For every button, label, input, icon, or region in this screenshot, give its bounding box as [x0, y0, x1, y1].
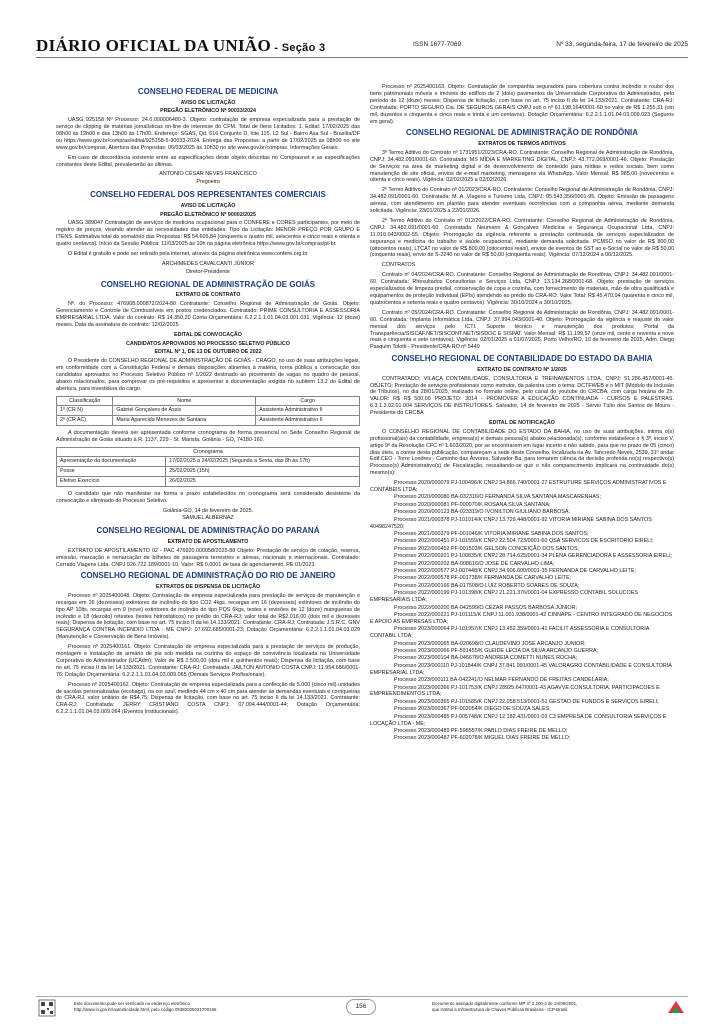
list-item: Processo 2021/000379 PF-001046/K VITORIA MIRIANE SABINA DOS SANTOS;: [394, 531, 589, 538]
notice-text: EXTRATO DE APOSTILAMENTO 02 - PAC 476920.000058/2025-88 Objeto: Prestação de serviço de cotação, reserva, emissão, marcação e remarcação de bilhetes de passagens terrestres e aéreas, nacionais e internacionais. Contratado: Cerrado Viagens Ltda. CNPJ 026.722.189/0001-10. Valor: R$ 0,0001 de taxa de agenciamento. PE 01/2023.: [56, 547, 360, 568]
signatory-name: SAMUEL ALBERNAZ: [182, 515, 234, 522]
notice-text: Em caso de discordância existente entre as especificações deste objeto descritas no Comprasnet e as especificações constantes deste Edital, prevalecerão às últimas.: [56, 154, 360, 168]
list-item: Processo 2022/000451 PJ-101559/K CNPJ 22.504.723/0001-60 QSA SERVICOS DE ESCRITORIO EIRELI;: [394, 538, 654, 545]
org-title: CONSELHO FEDERAL DE MEDICINA: [137, 87, 279, 96]
notice-text: 3º Termo Aditivo do Contrato nº 1731951/2023/CRA-RO. Contratante: Conselho Regional de Administração de Rondônia, CNPJ: 34.482.091/0001-60. Contratada: MS MÍDIA E MARKETING DIGITAL, CNPJ: 43.772.069/0001-46. Objeto: Prestação de Serviços na área de marketing digital e de desenvolvimento de conteúdo para mídias e redes sociais, bem como manutenção de site oficial, envios de e-mail marketing, mensagens via WhatsApp. Valor Mensal: R$ 985,00 (novecentos e oitenta e cinco reais). Vigência: 02/02/2025 a 02/02/2026.: [370, 149, 674, 184]
verification-link[interactable]: http://www.in.gov.br/autenticidade.html, pelo código 05382025021700156: [74, 1006, 217, 1012]
notice-text: CONTRATADO: VILAÇA CONTABILIDADE, CONSULTORIA E TREINAMENTOS LTDA, CNPJ: 51.286.457/0001-45. OBJETO: Prestação de serviços profissionais como instrutor, da palestra com o tema: DCTFWEB e o MIT (Módulo de Inclusão de Tributos), no dia 28/01/2025, realizado no formato online, pelo canal do youtube do CRCBA, com carga horária de 2h. VALOR: R$ R$ 500,00 PROJETO: 3014 - PROMOVER A EDUCAÇÃO CONTINUADA - CURSOS E PALESTRAS. 6.3.1.3.02.01.004 SERVIÇOS DE INSTRUTORES. Salvador, 14 de fevereiro de 2025 - Sérvio Túlio dos Santos de Moura - Presidente do CRCBA: [370, 375, 674, 417]
page-footer: [36, 996, 688, 1020]
list-item: Processo 2022/000202 BA-008616/O JOSE DE CARVALHO LIMA;: [394, 560, 555, 567]
table-row: [57, 476, 360, 486]
table-cell: Assistente Administrativo II: [256, 406, 360, 416]
table-row: [57, 406, 360, 416]
signature-date: Goiânia-GO, 14 de fevereiro de 2025.: [162, 507, 254, 514]
list-item: Processo 2020/000081 PF-000070/K ROSANA SILVA SANTANA;: [394, 501, 551, 508]
list-item: Processo 2023/000066 PF-591455/K GLEIDE LECIA DA SILVA ARCANJO GUERRA;: [394, 648, 599, 655]
list-item: Processo 2023/000365 PJ-101585/K CNPJ 22.058.513/0001-51 GESTAO DE FUNDOS E SERVIÇOS EIRELI;: [394, 698, 659, 705]
notice-subtitle: EXTRATO DE CONTRATO Nº 1/2025: [477, 366, 567, 373]
notice-subtitle: EXTRATO DE CONTRATO: [175, 292, 241, 299]
notice-subtitle: EDITAL DE CONVOCAÇÃO: [174, 331, 242, 338]
qr-seal-icon: [38, 999, 68, 1017]
notice-heading: CONTRATOS: [382, 262, 416, 269]
list-item: Processo 2022/000200 BA-042599/O CÉZAR PASSOS BARBOSA JÚNIOR;: [394, 604, 577, 611]
list-item: Processo 2020/000123 BA-023319/O IVONILTON GIULIANO BARBOSA;: [394, 509, 570, 516]
notice-text: Processo nº 2025400162. Objeto: Contratação de empresa especializada para a confecção de 5.000 (cinco mil) unidades de sacolas personalizadas (ecobags), na cor azul, medindo 44 cm x 40 cm para atender às demandas eventuais e corriqueiras do CRA-RJ, valor unitário de R$4,75; Dispensa de licitação, com base no art. 75 inciso II da lei 14.133/2021. Contratante: CRA-RJ; Contratada: JERRY CRISTIANO COSTA CNPJ: 07.004.444/0001-44; Dotação Orçamentária: 6.2.2.1.1.01.04.03.009.064 (Eventos Institucionais).: [56, 681, 360, 716]
notice-subtitle: AVISO DE LICITAÇÃO: [180, 99, 236, 106]
notice-subtitle: EDITAL DE NOTIFICAÇÃO: [489, 420, 555, 427]
schedule-table: [56, 456, 360, 486]
signature-line: que institui a Infraestrutura de Chaves Públicas Brasileira - ICP-Brasil.: [432, 1006, 569, 1012]
page-header: [36, 36, 688, 58]
notice-text: Processo nº 2025400161. Objeto: Contratação de empresa especializada para a prestação de serviços de produção, montagem e instalação de armário de pia sob medida na cozinha do espaço de convivência localizada na Universidade Corporativa do Administrador (UCAdm); Valor de R$ 2.500,00 (dois mil e quinhentos reais); Dispensa de licitação, com base no art. 75 inciso II da lei 14.133/2021. Contratante: CRA-RJ; Contratada: JAILTON ANTONIO COSTA CNPJ: 11.954.686/0001-76; Dotação Orçamentária: 6.2.2.1.1.01.04.03.009.065 (Demais Serviços Profissionais).: [56, 644, 360, 678]
list-item: Processo 2023/000485 PJ-005748/K CNPJ 12.182.431/0001-03 C3 EMPRESA DE CONSULTORIA SERVIÇOS E LOCAÇÃO LTDA - ME;: [370, 713, 667, 727]
list-item: Processo 2020/000080 BA-032316/O FERNANDA SILVA SANTANA MASCARENHAS;: [394, 494, 602, 501]
list-item: Processo 2022/000199 PJ-101398/K CNPJ 21.221.376/0001-04 EXPRESSO CONTABIL SOLUCOES EMPRESARIAIS LTDA;: [370, 590, 638, 604]
column-header: Classificação: [57, 396, 113, 406]
left-column: [56, 84, 360, 719]
org-title: CONSELHO REGIONAL DE ADMINISTRAÇÃO DE GOIÁS: [100, 279, 316, 289]
table-cell: Efetivo Exercício: [57, 476, 166, 486]
notice-text: O candidato que não manifestar na forma e prazo estabelecidos no cronograma será considerado desistente da convocação e eliminado do Processo Seletivo.: [56, 490, 360, 504]
table-row: [57, 457, 360, 467]
table-cell: Posse: [57, 467, 166, 477]
table-cell: Gabriel Gonçalves de Assis: [113, 406, 256, 416]
list-item: Processo 2023/000111 BA-042241/O NELMAR FERNANDO DE FREITAS CANDELARIA;: [394, 677, 609, 684]
notice-subtitle: EDITAL Nº 1, DE 13 DE OUTUBRO DE 2022: [154, 349, 262, 356]
notice-text: 2º Termo Aditivo do Contrato nº 01/2023/CRA-RO. Contratante: Conselho Regional de Administração de Rondônia, CNPJ: 34.482.091/0001-60. Contratada: M. A. Viagens e Turismo Ltda, CNPJ: 05.543.356/0001-95. Objeto: Emissão de passagens aéreas, com atendimento em plantão para atender eventuais ocorrências com a companhia aérea, mediante demanda solicitada. Vigência: 23/01/2025 a 22/01/2026.: [370, 187, 674, 215]
org-title: CONSELHO FEDERAL DOS REPRESENTANTES COMERCIAIS: [90, 190, 326, 200]
notice-text: 2º Termo Aditivo do Contrato nº 012/2022/CRA-RO. Contratante: Conselho Regional de Administração de Rondônia, CNPJ: 34.482.091/0001-60. Contratada: Neumann & Gonçalves Medicina e Segurança Ocupacional Ltda, CNPJ: 11.010.043/0002-55. Objeto: Prorrogação da vigência referente a prestação continuada de serviços especializados de segurança e medicina do trabalho e saúde ocupacional, mediante demanda solicitada. PCMSO no valor de R$ 800,00 (oitocentos reais), LTCAT no valor de R$ 800,00 (oitocentos reais), envios de eventos de SST ao e-Social no valor de R$ 50,00 (cinquenta reais), envio de S-2240 no valor de R$ 50,00 (cinquenta reais). Vigência: 07/12/2024 a 06/12/2025.: [370, 217, 674, 259]
notice-subtitle: EXTRATOS DE DISPENSA DE LICITAÇÃO: [155, 584, 261, 591]
notice-text: Processo nº 2025400048. Objeto: Contratação de empresa especializada para prestação de serviços de manutenção e recargas em 16 (dezesseis) extintores de incêndio do tipo CO2 4kgs, recargas em 16 (dezesseis) extintores de incêndio do tipo AP 10lts, recargas em 9 (nove) extintores de incêndio do tipo PQS 6kgs, testes e revisões de 12 (doze) mangueiras de incêndio e 18 (dezoito) retestes (testes hidrostáticos) no prédio do CRA-RJ; valor total de R$2.016,00 (dois mil e dezesseis reais); Dispensa de licitação, com base no art. 75 inciso II da lei 14.133/2021. Contratante: CRA-RJ; Contratada: J.S.R.C. GNV SEGURANÇA CONTRA INCENDIO LTDA - ME CNPJ: 07.692.685/0001-23; Dotação Orçamentária: 6.2.2.1.1.01.04.03.029 (Manutenção e Conservação de Bens Imóveis).: [56, 592, 360, 641]
notice-text: UASG 925158 Nº Processo: 24.0.000006480-3. Objeto: contratação de empresa especializada para a prestação de serviço de clipping de matérias jornalísticas on-line de interesse do CFM. Total de Itens Licitados: 1. Edital: 17/02/2025 das 08h00 às 12h00 e das 13h00 às 17h00. Endereço: SGAS, Qd. 616 Conjunto D, lote 115, L2 Sul - Bairro Asa Sul - Brasília/DF ou https://www.gov.br/compras/edital/925158-5-90033-2024. Entrega das Propostas: a partir de 17/02/2025 às 08h00 no site www.gov.br/compras. Abertura das Propostas: 06/03/2025 às 10h30 no site www.gov.br/compras. Informações Gerais:: [56, 117, 360, 151]
notice-subtitle: PREGÃO ELETRÔNICO Nº 90033/2024: [160, 108, 256, 115]
table-row: [57, 416, 360, 426]
list-item: Processo 2022/000452 PF-001503/K GELSON CONCEIÇÃO DOS SANTOS;: [394, 545, 580, 552]
list-item: Processo 2023/000489 PF-598557/K PABLO DIAS FREIRE DE MELLO;: [394, 727, 568, 734]
list-item: Processo 2023/000064 PJ-101957/K CNPJ 13.452.359/0001-41 FACILIT ASSESSORIA E CONSULTORIA CONTABIL LTDA;: [370, 626, 649, 640]
notice-subtitle: CANDIDATOS APROVADOS NO PROCESSO SELETIVO PÚBLICO: [126, 340, 290, 347]
table-row: [57, 467, 360, 477]
list-item: Processo 2022/000578 PF-001738/K FERNANDA DE CARVALHO LEITE;: [394, 575, 572, 582]
list-item: Processo 2022/000577 PJ-007448/K CNPJ 34.906.600/0001-35 FERNANDA DE CARVALHO LEITE;: [394, 568, 636, 575]
page-number: 156: [346, 999, 376, 1015]
list-item: Processo 2023/000104 BA-046678/O ANDREIA COMETTI NUNES ROCHA;: [394, 655, 578, 662]
notice-subtitle: AVISO DE LICITAÇÃO: [180, 202, 236, 209]
table-cell: 26/02/2025: [166, 476, 360, 486]
table-cell: 1º (CR N): [57, 406, 113, 416]
signatory-role: Pregoeiro: [196, 179, 220, 186]
edition-date: Nº 33, segunda-feira, 17 de fevereiro de 2025: [556, 41, 688, 48]
org-title: CONSELHO REGIONAL DE CONTABILIDADE DO ESTADO DA BAHIA: [391, 354, 653, 364]
notice-text: Contrato nº 05/2024/CRA-RO. Contratante: Conselho Regional de Administração de Rondônia, CNPJ: 34.482.091/0001-60. Contratada: Implanta Informática Ltda, CNPJ: 37.994.043/0001-40. Objeto: Prorrogação da vigência e reajuste do valor mensal dos serviços pelo ICTI. Suporte técnico e manutenção dos produtos: Portal da Transparência/SISCAF.NET/SISCONT.NET/SISDOC E SISPAT. Valor Mensal: R$ 11.199,57 (onze mil, cento e noventa e nove reais e cinquenta e sete centavos). Vigência: 02/01/2025 a 01/07/2025. Porto Velho/RO, 10 de fevereiro de 2025. Adm. Diego Pasquim Tolotti - Presidente/CRA-RO nº 5449: [370, 309, 674, 351]
list-item: Processo 2022/000201 PJ-100835/K CNPJ 28.714.625/0001-34 PLENA GERENCIADORA E ASSESSORIA EIRELI;: [394, 553, 673, 560]
notice-subtitle: EXTRATOS DE TERMOS ADITIVOS: [478, 141, 566, 148]
table-cell: 2º (CR AC): [57, 416, 113, 426]
verification-note: [74, 1001, 284, 1013]
column-header: Cargo: [256, 396, 360, 406]
notice-text: UASG 389047 Contratação de serviços de medicina ocupacional para o CONFERE e CORES participantes, por meio de registro de preços, visando atender às necessidades das entidades. Tipo da Licitação: MENOR PREÇO POR GRUPO E ITENS. Estimativa total do somatório das Propostas: R$ 54.605,84 (cinquenta e quatro mil, seiscentos e cinco reais e oitenta e quatro centavos). Início da Sessão Pública: 11/03/2025 às 10h na página eletrônica https://www.gov.br/compras/pt-br.: [56, 220, 360, 248]
notice-subtitle: PREGÃO ELETRÔNICO Nº 90002/2025: [160, 211, 256, 218]
table-cell: Apresentação da documentação: [57, 457, 166, 467]
list-item: Processo 2020/000079 PJ-100496/K CNPJ 34.866.740/0001-27 ESTRUTURE SERVIÇOS ADMINISTRATIVOS E CONTÁBEIS LTDA;: [370, 480, 667, 494]
process-list: [370, 480, 674, 742]
notice-text: Processo nº 2025400163. Objeto: Contratação de companhia seguradora para cobertura contra incêndio e roubo dos bens patrimoniais móveis e imóveis do edifício de 2 (dois) pavimentos da Universidade Corporativa do Administrador, pelo período de 12 (doze) meses; Dispensa de licitação, com base no art. 75 inciso II da lei 14.133/2021. Contratante: CRA-RJ; Contratada: PORTO SEGURO Cia. DE SEGUROS GERAIS CNPJ sob o nº 61.198.164/0001-60 no valor de R$ 1.255,31 (um mil, duzentos e cinquenta e cinco reais e trinta e um centavos). Dotação Orçamentária: 6.2.2.1.1.01.04.03.009.023 (Seguros em geral).: [370, 84, 674, 125]
candidates-table: [56, 396, 360, 426]
issn: ISSN 1677-7069: [413, 41, 462, 48]
table-cell: 25/02/2025 (15h): [166, 467, 360, 477]
list-item: Processo 2023/000110 PJ-101844/K CNPJ 37.841.991/0001-45 VALORAGRO CONTABILIDADE E CONSULTORIA EMPRESARIAL LTDA;: [370, 662, 672, 676]
list-item: Processo 2023/000367 PF-002054/K DIEGO DE SOUZA SALES;: [394, 706, 551, 713]
section-label: - Seção 3: [271, 42, 326, 54]
signatory-name: ANTONIO CÉSAR NEVES FRANCISCO: [159, 171, 257, 178]
list-item: Processo 2022/000221 PJ-101115/K CNPJ 11.001.938/0001-42 CINNAPE - CENTRO INTEGRADO DE NEGOCIOS E APOIO AS EMPRESAS LTDA;: [370, 611, 673, 625]
schedule-caption: Cronograma: [56, 447, 360, 457]
icp-brasil-logo-icon: [664, 999, 688, 1017]
notice-text: O Edital é gratuito e pode ser retirado pela internet, através da página eletrônica www.confere.org.br: [68, 251, 308, 258]
column-header: Nome: [113, 396, 256, 406]
list-item: Processo 2023/000366 PJ-101753/K CNPJ 28925.647/0001-43 AGAVVE CONSULTORIA, PARTICIPACOES E EMPREENDIMENTOS LTDA;: [370, 684, 660, 698]
org-title: CONSELHO REGIONAL DE ADMINISTRAÇÃO DE RONDÔNIA: [405, 128, 638, 138]
table-cell: Assistente Administrativo II: [256, 416, 360, 426]
list-item: Processo 2021/000378 PJ-101014/K CNPJ 13.729.448/0001-92 VITORIA MIRIANE SABINA DOS SANTOS 40498247520;: [370, 516, 652, 530]
notice-text: A documentação deverá ser apresentada conforme cronograma de forma presencial no Sede Conselho Regional de Administração de Goiás situado à R. 1137, 229 - St. Marista, Goiânia - GO, 74180-160.: [56, 429, 360, 443]
list-item: Processo 2022/000166 BA-017508/O LUIZ ROBERTO SOARES DE SOUZA;: [394, 582, 580, 589]
journal-title: DIÁRIO OFICIAL DA UNIÃO: [36, 36, 272, 55]
notice-text: Nº. do Processo: 476908.000872/2024-80 Contratante: Conselho Regional de Administração de Goiás. Objeto: Gerenciamento e Controle de Combustíveis em postos credenciados. Contratado: PRIME CONSULTORIA E ASSESSORIA EMPRESARIAL LTDA. Valor do contrato: R$ 14.350,20 Conta Orçamentária: 6.2.2.1.1.01.04.03.001.031. Vigência: 12 (doze) meses. Data da assinatura do contrato: 12/02/2025: [56, 301, 360, 328]
org-title: CONSELHO REGIONAL DE ADMINISTRAÇÃO DO PARANÁ: [96, 526, 320, 536]
notice-text: O Presidente do CONSELHO REGIONAL DE ADMINISTRAÇÃO DE GOIÁS - CRAGO, no uso de suas atribuições legais, em conformidade com a Constituição Federal e demais disposições atinentes à matéria, torna pública a convocação dos candidatos aprovados no Processo Seletivo Público nº 1/2022 destinado ao provimento de vagas no quadro de pessoal, abaixo relacionados, para comprovar os pré-requisitos e apresentar a documentação exigida no subitem 13.2 do Edital de abertura, para investidura do cargo.: [56, 358, 360, 392]
list-item: Processo 2023/000487 PF-602078/K MIGUEL DIAS FREIRE DE MELLO;: [394, 735, 571, 742]
table-cell: 17/02/2025 a 24/02/2025 (Segunda a Sexta, das 8h às 17h): [166, 457, 360, 467]
verification-line: Este documento pode ser verificado no endereço eletrônico: [74, 1001, 190, 1006]
notice-subtitle: EXTRATO DE APOSTILAMENTO: [167, 538, 249, 545]
signatory-name: ARCHIMEDES CAVALCANTI JÚNIOR: [161, 260, 255, 267]
signature-note: [432, 1001, 652, 1013]
table-cell: Maria Aparecida Menezes de Santana: [113, 416, 256, 426]
list-item: Processo 2023/000065 BA-020698/O CLAUDEVINO JOSE ARCANJO JUNIOR;: [394, 640, 586, 647]
table-header-row: [57, 396, 360, 406]
notice-text: O CONSELHO REGIONAL DE CONTABILIDADE DO ESTADO DA BAHIA, no uso de suas atribuições, intima o(s) profissional(ais) da contabilidade, empresa(s) e demais pessoa(s) abaixo relacionada(s), conforme estabelece o § 3º, inciso V, artigo 9º da Resolução CFC nº 1.603/2020, por se encontrarem em lugar incerto e não sabido, para que no prazo de 05 (cinco) dias úteis, a contar desta publicação, compareçam a sede deste Conselho, localizada na Av. Tancredo Neves, 2539, 31º andar Edif.CEO - Torre Londres - Caminho das Árvores, Salvador-Ba, para tomarem ciência da decisão proferida no(s) respectivo(s) Processo(s) Administrativo(s) de Fiscalização, ressaltando-se que o não comparecimento implicará na continuidade do(s) mesmo(s):: [370, 428, 674, 477]
org-title: CONSELHO REGIONAL DE ADMINISTRAÇÃO DO RIO DE JANEIRO: [80, 571, 336, 581]
notice-text: Contrato nº 04/2024/CRA-RO. Contratante: Conselho Regional de Administração de Rondônia, CNPJ: 34.482.091/0001-60. Contratada: Rhesultados Consultorias e Serviços Ltda, CNPJ: 13.134.268/0001-68. Objeto: prestação de serviços especializados de limpeza predial, conservação de copa e cozinha, com fornecimento de materiais, mão de obra qualificada e equipamentos de proteção individual (EPIs) atendendo ao prédio do CRA-RO. Valor Total: R$ 45.470,04 (quarenta e cinco mil, quatrocentos e setenta reais e quatro centavos). Vigência: 30/10/2024 a 30/10/2025.: [370, 272, 674, 306]
right-column: [370, 84, 674, 743]
signatory-role: Diretor-Presidente: [186, 268, 230, 275]
masthead: [36, 36, 325, 56]
signature-line: Documento assinado digitalmente conforme MP nº 2.200-2 de 24/08/2001,: [432, 1001, 578, 1006]
